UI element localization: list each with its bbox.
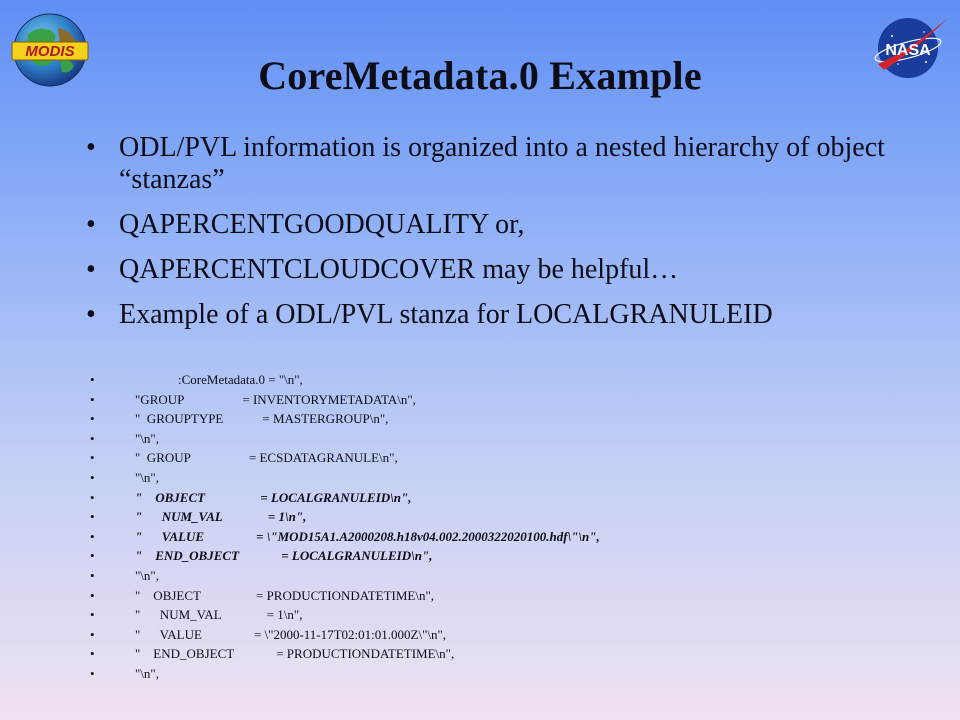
code-line [90, 507, 930, 527]
code-line [90, 625, 930, 645]
bullet-item: • ODL/PVL information is organized into a nested hierarchy of object “stanzas” [86, 132, 886, 196]
modis-logo-text: MODIS [25, 43, 75, 60]
page-title: CoreMetadata.0 Example [258, 53, 702, 98]
code-line [90, 644, 930, 664]
code-line-text: • " OBJECT = PRODUCTIONDATETIME\n", [135, 587, 435, 603]
code-line-text: • " OBJECT = LOCALGRANULEID\n", [135, 489, 412, 505]
code-line [90, 429, 930, 449]
code-line [90, 527, 930, 547]
code-line [90, 546, 930, 566]
code-line [90, 370, 930, 390]
code-line [90, 566, 930, 586]
odl-code-list [90, 370, 930, 684]
code-line [90, 390, 930, 410]
code-line [90, 468, 930, 488]
code-line [90, 586, 930, 606]
code-line-text: • " NUM_VAL = 1\n", [135, 509, 307, 525]
code-line [90, 488, 930, 508]
code-line-text: • " NUM_VAL = 1\n", [135, 607, 303, 623]
bullet-item: • QAPERCENTGOODQUALITY or, [86, 209, 886, 241]
code-line-text: • :CoreMetadata.0 = "\n", [178, 372, 303, 387]
code-line [90, 448, 930, 468]
bullet-item: • Example of a ODL/PVL stanza for LOCALGRANULEID [86, 299, 886, 331]
code-line-text: • " END_OBJECT = PRODUCTIONDATETIME\n", [135, 646, 455, 662]
nasa-logo-text: NASA [885, 42, 931, 59]
code-line [90, 605, 930, 625]
code-line [90, 409, 930, 429]
code-line-text: • "\n", [135, 665, 159, 681]
code-line-text: • "\n", [135, 469, 159, 485]
code-line [90, 664, 930, 684]
code-line-text: • "\n", [135, 567, 159, 583]
main-bullet-list [86, 132, 886, 344]
code-line-text: • "\n", [135, 430, 159, 446]
code-line-text: • " GROUPTYPE = MASTERGROUP\n", [135, 411, 389, 427]
code-line-text: • " END_OBJECT = LOCALGRANULEID\n", [135, 548, 433, 564]
code-line-text: • " VALUE = \"MOD15A1.A2000208.h18v04.002.2000322020100.hdf\"\n", [135, 528, 600, 544]
code-line-text: • " GROUP = ECSDATAGRANULE\n", [135, 450, 398, 466]
code-line-text: • "GROUP = INVENTORYMETADATA\n", [135, 391, 416, 407]
code-line-text: • " VALUE = \"2000-11-17T02:01:01.000Z\"\n", [135, 626, 447, 642]
bullet-item: • QAPERCENTCLOUDCOVER may be helpful… [86, 254, 886, 286]
